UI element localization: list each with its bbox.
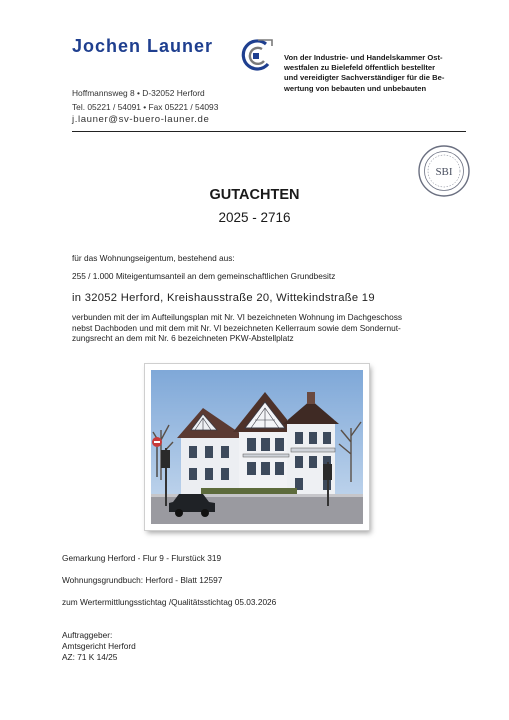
unit-description-line: zungsrecht an dem mit Nr. 6 bezeichneten PKW-Abstellplatz: [72, 333, 294, 344]
document-number: 2025 - 2716: [218, 210, 291, 225]
ownership-share: 255 / 1.000 Miteigentumsanteil an dem gemeinschaftlichen Grundbesitz: [72, 271, 336, 281]
land-registry-parcel: Gemarkung Herford - Flur 9 - Flurstück 319: [62, 553, 222, 563]
ihk-certification-text: [284, 53, 474, 94]
property-photo: [151, 370, 363, 524]
property-address: in 32052 Herford, Kreishausstraße 20, Wittekindstraße 19: [72, 292, 375, 304]
seal-text: SBI: [435, 166, 453, 178]
ihk-line: Von der Industrie- und Handelskammer Ost-: [284, 53, 443, 62]
postal-address: Hoffmannsweg 8 • D-32052 Herford: [72, 88, 205, 98]
email-link[interactable]: j.launer@sv-buero-launer.de: [72, 114, 210, 125]
office-logo-icon: [238, 38, 274, 74]
client-label: Auftraggeber:: [62, 630, 113, 640]
document-title: GUTACHTEN: [209, 187, 300, 203]
phone-fax: Tel. 05221 / 54091 • Fax 05221 / 54093: [72, 102, 219, 112]
intro-text: für das Wohnungseigentum, bestehend aus:: [72, 253, 235, 263]
ihk-line: westfalen zu Bielefeld öffentlich bestellter: [284, 63, 436, 73]
case-file-number: AZ: 71 K 14/25: [62, 652, 118, 662]
client-court: Amtsgericht Herford: [62, 641, 136, 651]
valuation-date: zum Wertermittlungsstichtag /Qualitätsstichtag 05.03.2026: [62, 597, 277, 607]
unit-description-line: nebst Dachboden und mit dem mit Nr. VI bezeichneten Kellerraum sowie dem Sondernut-: [72, 322, 401, 333]
unit-description-line: verbunden mit der im Aufteilungsplan mit Nr. VI bezeichneten Wohnung im Dachgeschoss: [72, 312, 403, 322]
ihk-line: wertung von bebauten und unbebauten: [284, 83, 427, 93]
property-photo-frame: [145, 364, 369, 530]
expert-name: Jochen Launer: [72, 36, 214, 56]
header-divider: [72, 131, 466, 132]
unit-description: [72, 312, 468, 344]
ihk-line: und vereidigter Sachverständiger für die Be-: [284, 73, 445, 83]
apartment-land-register: Wohnungsgrundbuch: Herford - Blatt 12597: [62, 575, 223, 585]
